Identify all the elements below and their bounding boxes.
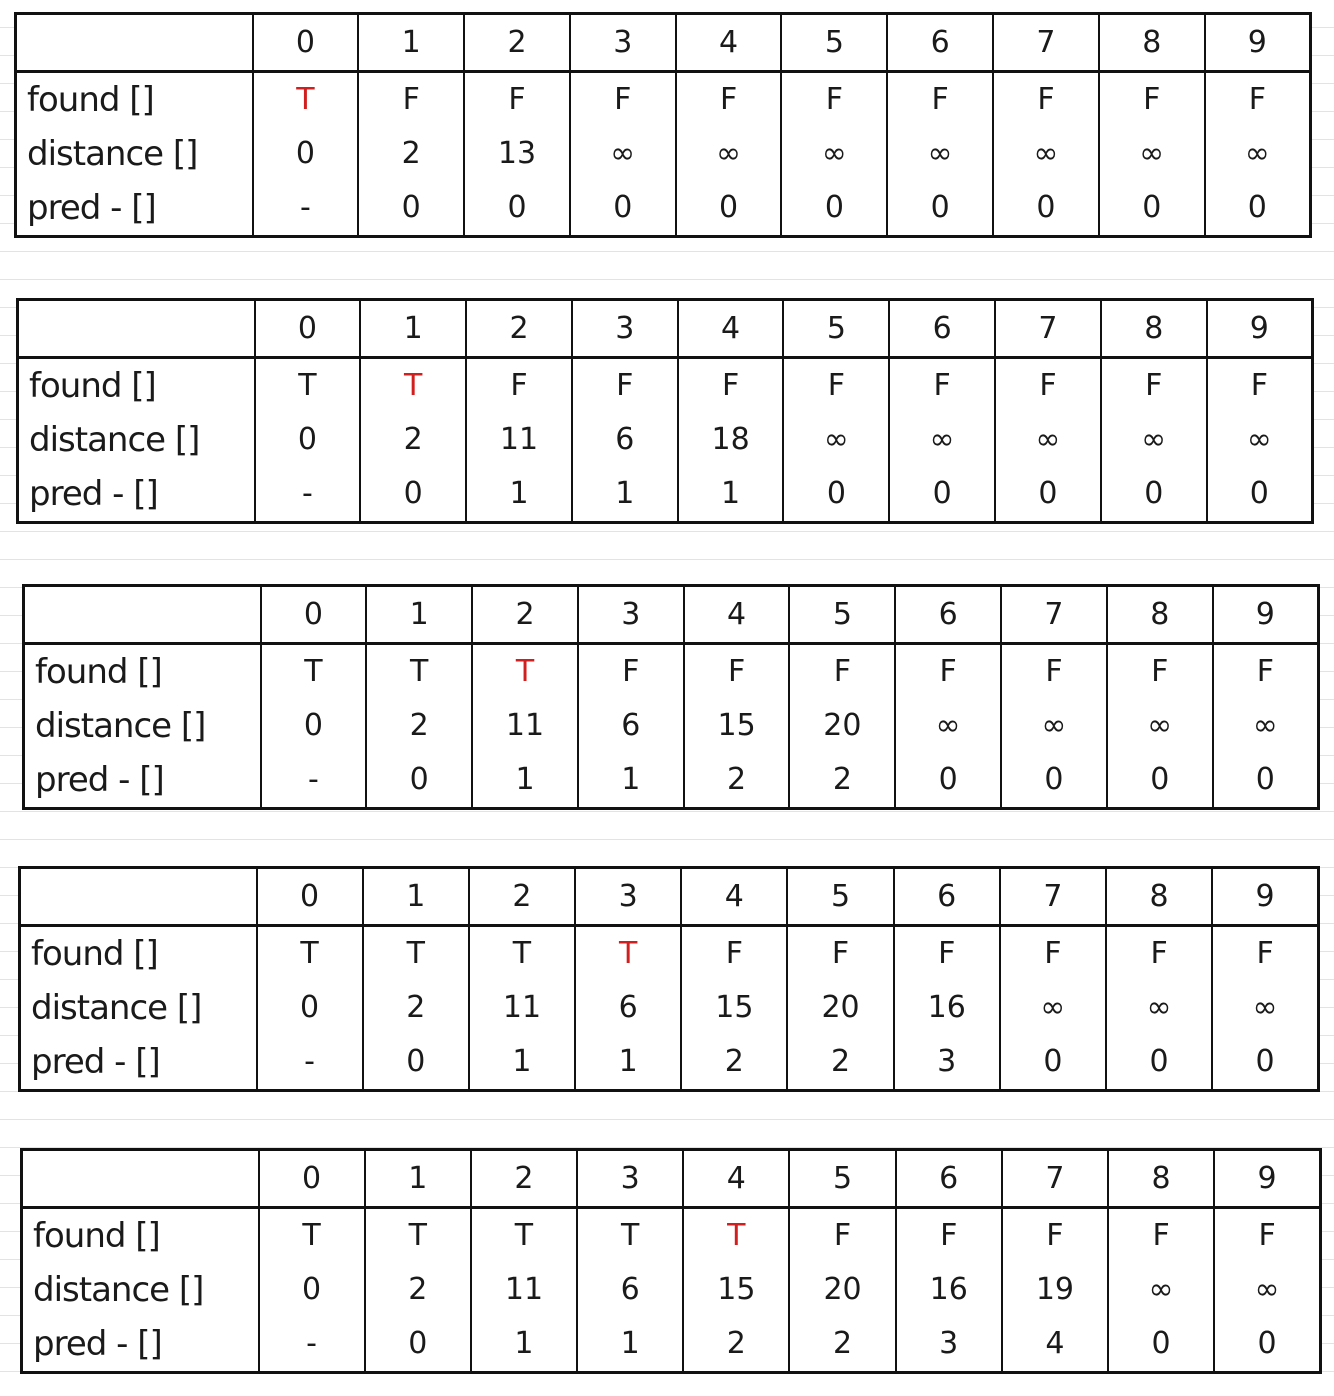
found-row-label: found [] bbox=[35, 652, 162, 692]
found-cell: F bbox=[684, 644, 790, 700]
pred-cell: 1 bbox=[678, 467, 784, 523]
distance-cell: ∞ bbox=[1212, 981, 1318, 1035]
vertex-header: 9 bbox=[1205, 14, 1311, 72]
distance-cell: 15 bbox=[681, 981, 787, 1035]
distance-row bbox=[16, 127, 1311, 181]
found-cell: F bbox=[1108, 1208, 1214, 1264]
distance-cell: ∞ bbox=[993, 127, 1099, 181]
found-cell: F bbox=[1001, 644, 1107, 700]
pred-cell: 0 bbox=[1212, 1035, 1318, 1091]
found-row bbox=[20, 926, 1319, 982]
distance-cell: ∞ bbox=[887, 127, 993, 181]
pred-cell: 0 bbox=[1107, 753, 1213, 809]
found-cell-current: T bbox=[360, 358, 466, 414]
pred-cell: 3 bbox=[896, 1317, 1002, 1373]
found-cell: F bbox=[896, 1208, 1002, 1264]
distance-cell: ∞ bbox=[1099, 127, 1205, 181]
distance-cell: ∞ bbox=[1107, 699, 1213, 753]
distance-cell: ∞ bbox=[781, 127, 887, 181]
pred-cell: 0 bbox=[781, 181, 887, 237]
vertex-header: 5 bbox=[783, 300, 889, 358]
distance-cell: ∞ bbox=[570, 127, 676, 181]
found-cell: F bbox=[570, 72, 676, 128]
vertex-header: 0 bbox=[261, 586, 367, 644]
vertex-header: 8 bbox=[1106, 868, 1212, 926]
pred-cell: 2 bbox=[787, 1035, 893, 1091]
pred-row-label: pred - [] bbox=[33, 1324, 162, 1364]
pred-cell: 0 bbox=[366, 753, 472, 809]
vertex-header: 7 bbox=[993, 14, 1099, 72]
found-row bbox=[18, 358, 1313, 414]
pred-cell: - bbox=[259, 1317, 365, 1373]
found-cell: T bbox=[259, 1208, 365, 1264]
found-cell: F bbox=[1000, 926, 1106, 982]
distance-cell: 2 bbox=[358, 127, 464, 181]
distance-cell: 20 bbox=[787, 981, 893, 1035]
vertex-header: 3 bbox=[578, 586, 684, 644]
distance-cell: ∞ bbox=[676, 127, 782, 181]
distance-row bbox=[20, 981, 1319, 1035]
vertex-header: 1 bbox=[365, 1150, 471, 1208]
vertex-header: 5 bbox=[789, 1150, 895, 1208]
pred-cell: 0 bbox=[1205, 181, 1311, 237]
vertex-header: 5 bbox=[781, 14, 887, 72]
vertex-header: 9 bbox=[1207, 300, 1313, 358]
pred-cell: 0 bbox=[1099, 181, 1205, 237]
header-row bbox=[16, 14, 1311, 72]
distance-cell: 20 bbox=[789, 699, 895, 753]
pred-row bbox=[24, 753, 1319, 809]
distance-cell: 16 bbox=[894, 981, 1000, 1035]
distance-row-label: distance [] bbox=[35, 706, 206, 746]
corner-cell bbox=[24, 586, 261, 644]
pred-cell: 0 bbox=[895, 753, 1001, 809]
pred-cell: 0 bbox=[995, 467, 1101, 523]
vertex-header: 8 bbox=[1108, 1150, 1214, 1208]
found-cell: F bbox=[572, 358, 678, 414]
pred-cell: 2 bbox=[789, 1317, 895, 1373]
distance-cell: 19 bbox=[1002, 1263, 1108, 1317]
vertex-header: 4 bbox=[681, 868, 787, 926]
distance-cell: 0 bbox=[261, 699, 367, 753]
pred-row bbox=[22, 1317, 1321, 1373]
found-row-label: found [] bbox=[33, 1216, 160, 1256]
pred-cell: 0 bbox=[1108, 1317, 1214, 1373]
found-cell: T bbox=[255, 358, 361, 414]
distance-cell: 11 bbox=[466, 413, 572, 467]
found-cell: F bbox=[1205, 72, 1311, 128]
vertex-header: 9 bbox=[1214, 1150, 1320, 1208]
distance-cell: ∞ bbox=[1000, 981, 1106, 1035]
pred-cell: 1 bbox=[572, 467, 678, 523]
found-cell: F bbox=[681, 926, 787, 982]
pred-cell: 4 bbox=[1002, 1317, 1108, 1373]
pred-cell: 3 bbox=[894, 1035, 1000, 1091]
found-cell-current: T bbox=[683, 1208, 789, 1264]
distance-cell: ∞ bbox=[995, 413, 1101, 467]
found-row bbox=[16, 72, 1311, 128]
found-cell: F bbox=[1207, 358, 1313, 414]
vertex-header: 1 bbox=[360, 300, 466, 358]
distance-cell: ∞ bbox=[1207, 413, 1313, 467]
found-cell: F bbox=[787, 926, 893, 982]
found-cell: F bbox=[1002, 1208, 1108, 1264]
found-cell: F bbox=[1099, 72, 1205, 128]
distance-row bbox=[24, 699, 1319, 753]
pred-cell: 0 bbox=[1214, 1317, 1320, 1373]
found-cell: T bbox=[363, 926, 469, 982]
distance-cell: 13 bbox=[464, 127, 570, 181]
distance-cell: 0 bbox=[255, 413, 361, 467]
vertex-header: 8 bbox=[1101, 300, 1207, 358]
pred-cell: 1 bbox=[577, 1317, 683, 1373]
found-cell: T bbox=[261, 644, 367, 700]
distance-cell: ∞ bbox=[783, 413, 889, 467]
found-cell: T bbox=[257, 926, 363, 982]
pred-cell: 2 bbox=[684, 753, 790, 809]
pred-cell: 1 bbox=[472, 753, 578, 809]
state-table-5 bbox=[20, 1148, 1322, 1374]
found-cell: F bbox=[1101, 358, 1207, 414]
corner-cell bbox=[16, 14, 253, 72]
found-cell-current: T bbox=[253, 72, 359, 128]
header-row bbox=[18, 300, 1313, 358]
pred-cell: 1 bbox=[578, 753, 684, 809]
distance-cell: 18 bbox=[678, 413, 784, 467]
pred-cell: 0 bbox=[993, 181, 1099, 237]
distance-cell: 6 bbox=[578, 699, 684, 753]
found-cell: F bbox=[789, 644, 895, 700]
vertex-header: 0 bbox=[255, 300, 361, 358]
pred-cell: 1 bbox=[469, 1035, 575, 1091]
distance-cell: ∞ bbox=[1001, 699, 1107, 753]
header-row bbox=[24, 586, 1319, 644]
found-cell-current: T bbox=[472, 644, 578, 700]
pred-cell: 0 bbox=[360, 467, 466, 523]
found-row-label: found [] bbox=[29, 366, 156, 406]
distance-cell: 2 bbox=[360, 413, 466, 467]
pred-cell: 2 bbox=[789, 753, 895, 809]
vertex-header: 4 bbox=[676, 14, 782, 72]
vertex-header: 4 bbox=[678, 300, 784, 358]
found-cell: F bbox=[894, 926, 1000, 982]
vertex-header: 2 bbox=[472, 586, 578, 644]
pred-cell: - bbox=[255, 467, 361, 523]
distance-cell: 6 bbox=[572, 413, 678, 467]
distance-row-label: distance [] bbox=[33, 1270, 204, 1310]
pred-cell: - bbox=[253, 181, 359, 237]
vertex-header: 8 bbox=[1099, 14, 1205, 72]
distance-row-label: distance [] bbox=[31, 988, 202, 1028]
distance-cell: 2 bbox=[363, 981, 469, 1035]
vertex-header: 7 bbox=[1000, 868, 1106, 926]
found-row bbox=[24, 644, 1319, 700]
distance-cell: ∞ bbox=[889, 413, 995, 467]
distance-cell: 20 bbox=[789, 1263, 895, 1317]
header-row bbox=[20, 868, 1319, 926]
found-cell: F bbox=[464, 72, 570, 128]
pred-cell: 0 bbox=[358, 181, 464, 237]
pred-cell: 0 bbox=[464, 181, 570, 237]
state-table-3 bbox=[22, 584, 1320, 810]
pred-cell: 0 bbox=[887, 181, 993, 237]
distance-cell: ∞ bbox=[1214, 1263, 1320, 1317]
vertex-header: 9 bbox=[1213, 586, 1319, 644]
vertex-header: 0 bbox=[259, 1150, 365, 1208]
vertex-header: 7 bbox=[1002, 1150, 1108, 1208]
found-cell: F bbox=[887, 72, 993, 128]
vertex-header: 1 bbox=[366, 586, 472, 644]
distance-cell: 0 bbox=[259, 1263, 365, 1317]
vertex-header: 5 bbox=[789, 586, 895, 644]
found-cell: F bbox=[678, 358, 784, 414]
found-cell: F bbox=[1213, 644, 1319, 700]
pred-cell: 0 bbox=[1101, 467, 1207, 523]
vertex-header: 4 bbox=[683, 1150, 789, 1208]
distance-cell: ∞ bbox=[1108, 1263, 1214, 1317]
pred-row-label: pred - [] bbox=[29, 474, 158, 514]
pred-cell: 2 bbox=[683, 1317, 789, 1373]
vertex-header: 4 bbox=[684, 586, 790, 644]
found-cell: F bbox=[1106, 926, 1212, 982]
distance-cell: 2 bbox=[365, 1263, 471, 1317]
distance-cell: 15 bbox=[684, 699, 790, 753]
distance-row bbox=[18, 413, 1313, 467]
distance-cell: 11 bbox=[471, 1263, 577, 1317]
found-cell: F bbox=[789, 1208, 895, 1264]
pred-cell: - bbox=[261, 753, 367, 809]
found-cell: F bbox=[993, 72, 1099, 128]
found-cell: T bbox=[577, 1208, 683, 1264]
vertex-header: 3 bbox=[577, 1150, 683, 1208]
pred-cell: 0 bbox=[570, 181, 676, 237]
pred-cell: 2 bbox=[681, 1035, 787, 1091]
distance-cell: ∞ bbox=[1213, 699, 1319, 753]
found-cell: F bbox=[466, 358, 572, 414]
distance-cell: 15 bbox=[683, 1263, 789, 1317]
found-cell: F bbox=[895, 644, 1001, 700]
found-cell: F bbox=[676, 72, 782, 128]
state-table-4 bbox=[18, 866, 1320, 1092]
distance-cell: ∞ bbox=[895, 699, 1001, 753]
vertex-header: 6 bbox=[889, 300, 995, 358]
corner-cell bbox=[20, 868, 257, 926]
vertex-header: 6 bbox=[895, 586, 1001, 644]
distance-cell: ∞ bbox=[1205, 127, 1311, 181]
pred-cell: 0 bbox=[783, 467, 889, 523]
distance-cell: 0 bbox=[253, 127, 359, 181]
found-cell: F bbox=[1212, 926, 1318, 982]
distance-cell: 16 bbox=[896, 1263, 1002, 1317]
vertex-header: 2 bbox=[471, 1150, 577, 1208]
found-cell: F bbox=[358, 72, 464, 128]
pred-cell: 1 bbox=[466, 467, 572, 523]
pred-cell: 0 bbox=[1213, 753, 1319, 809]
pred-cell: 0 bbox=[889, 467, 995, 523]
vertex-header: 2 bbox=[469, 868, 575, 926]
distance-cell: 6 bbox=[575, 981, 681, 1035]
state-table-2 bbox=[16, 298, 1314, 524]
found-cell: T bbox=[471, 1208, 577, 1264]
found-row-label: found [] bbox=[31, 934, 158, 974]
vertex-header: 6 bbox=[887, 14, 993, 72]
distance-cell: ∞ bbox=[1106, 981, 1212, 1035]
vertex-header: 7 bbox=[995, 300, 1101, 358]
found-row bbox=[22, 1208, 1321, 1264]
pred-row bbox=[20, 1035, 1319, 1091]
found-cell: T bbox=[469, 926, 575, 982]
found-cell: F bbox=[889, 358, 995, 414]
vertex-header: 2 bbox=[464, 14, 570, 72]
vertex-header: 2 bbox=[466, 300, 572, 358]
pred-row bbox=[18, 467, 1313, 523]
found-cell: F bbox=[578, 644, 684, 700]
found-cell: F bbox=[1107, 644, 1213, 700]
found-cell-current: T bbox=[575, 926, 681, 982]
found-cell: F bbox=[783, 358, 889, 414]
vertex-header: 7 bbox=[1001, 586, 1107, 644]
found-cell: F bbox=[995, 358, 1101, 414]
distance-cell: 2 bbox=[366, 699, 472, 753]
found-cell: T bbox=[366, 644, 472, 700]
pred-cell: 0 bbox=[1001, 753, 1107, 809]
pred-cell: 1 bbox=[471, 1317, 577, 1373]
distance-row-label: distance [] bbox=[27, 134, 198, 174]
vertex-header: 1 bbox=[363, 868, 469, 926]
vertex-header: 5 bbox=[787, 868, 893, 926]
distance-cell: 6 bbox=[577, 1263, 683, 1317]
distance-cell: 0 bbox=[257, 981, 363, 1035]
vertex-header: 6 bbox=[894, 868, 1000, 926]
distance-cell: ∞ bbox=[1101, 413, 1207, 467]
found-cell: T bbox=[365, 1208, 471, 1264]
vertex-header: 0 bbox=[253, 14, 359, 72]
vertex-header: 9 bbox=[1212, 868, 1318, 926]
pred-row-label: pred - [] bbox=[35, 760, 164, 800]
pred-row-label: pred - [] bbox=[31, 1042, 160, 1082]
pred-cell: 0 bbox=[1106, 1035, 1212, 1091]
vertex-header: 8 bbox=[1107, 586, 1213, 644]
pred-cell: 1 bbox=[575, 1035, 681, 1091]
header-row bbox=[22, 1150, 1321, 1208]
pred-cell: 0 bbox=[363, 1035, 469, 1091]
vertex-header: 3 bbox=[572, 300, 678, 358]
vertex-header: 3 bbox=[570, 14, 676, 72]
distance-row-label: distance [] bbox=[29, 420, 200, 460]
vertex-header: 3 bbox=[575, 868, 681, 926]
pred-cell: - bbox=[257, 1035, 363, 1091]
vertex-header: 6 bbox=[896, 1150, 1002, 1208]
pred-row bbox=[16, 181, 1311, 237]
distance-cell: 11 bbox=[469, 981, 575, 1035]
pred-cell: 0 bbox=[1207, 467, 1313, 523]
corner-cell bbox=[22, 1150, 259, 1208]
pred-cell: 0 bbox=[1000, 1035, 1106, 1091]
vertex-header: 0 bbox=[257, 868, 363, 926]
pred-row-label: pred - [] bbox=[27, 188, 156, 228]
found-cell: F bbox=[1214, 1208, 1320, 1264]
vertex-header: 1 bbox=[358, 14, 464, 72]
distance-row bbox=[22, 1263, 1321, 1317]
pred-cell: 0 bbox=[676, 181, 782, 237]
pred-cell: 0 bbox=[365, 1317, 471, 1373]
corner-cell bbox=[18, 300, 255, 358]
distance-cell: 11 bbox=[472, 699, 578, 753]
found-row-label: found [] bbox=[27, 80, 154, 120]
state-table-1 bbox=[14, 12, 1312, 238]
found-cell: F bbox=[781, 72, 887, 128]
